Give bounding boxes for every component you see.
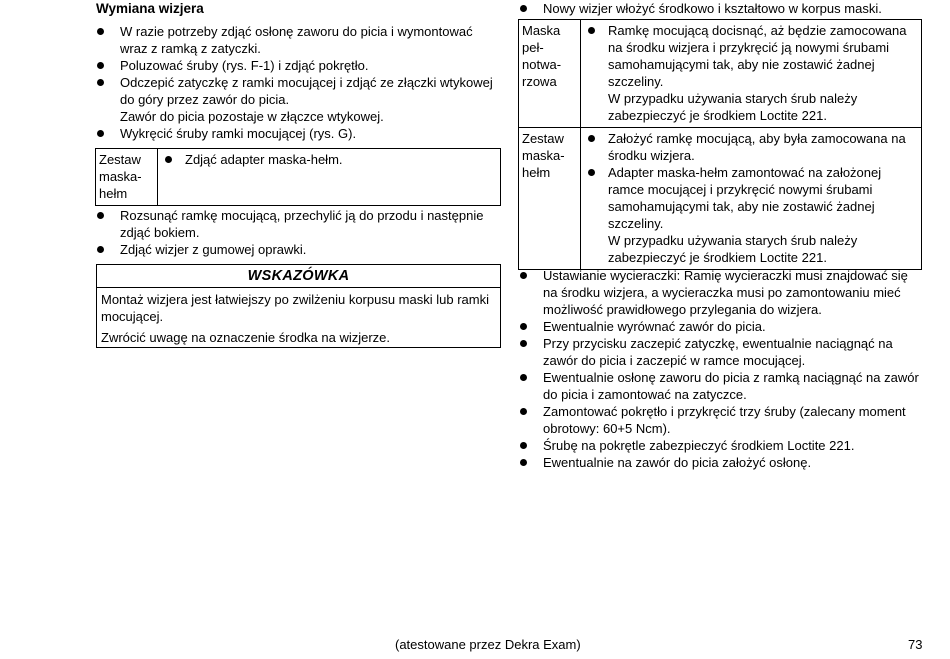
list-item: Ramkę mocującą docisnąć, aż będzie zamocowana na środku wizjera i przykręcić ją nowymi śrubami samohamującymi tak, aby nie zostawić żadnej szczeliny. W przypadku używania starych śrub należy zabezpieczyć je środkiem Loctite 221. xyxy=(584,22,918,124)
list-item: Zdjąć wizjer z gumowej oprawki. xyxy=(96,241,506,258)
table-row xyxy=(96,149,501,206)
page-number: 73 xyxy=(908,637,923,652)
list-item: Zdjąć adapter maska-hełm. xyxy=(161,151,497,168)
variant-label: Zestaw maska- hełm xyxy=(519,128,581,270)
steps-list-bottom xyxy=(96,207,506,258)
list-item: Adapter maska-hełm zamontować na założonej ramce mocującej i przykręcić nowymi śrubami samohamującymi tak, aby nie zostawić żadnej szczeliny. W przypadku używania starych śrub należy zabezpieczyć je środkiem Loctite 221. xyxy=(584,164,918,266)
list-item: Wykręcić śruby ramki mocującej (rys. G). xyxy=(96,125,506,142)
list-item: Przy przycisku zaczepić zatyczkę, ewentualnie naciągnąć na zawór do picia i zaczepić w ramce mocującej. xyxy=(519,335,929,369)
variant-label: Zestaw maska- hełm xyxy=(96,149,158,206)
variant-table-right xyxy=(518,19,922,270)
hint-heading: WSKAZÓWKA xyxy=(97,265,500,288)
list-item: Nowy wizjer włożyć środkowo i kształtowo w korpus maski. xyxy=(519,0,929,17)
table-row xyxy=(519,128,922,270)
list-item: Poluzować śruby (rys. F-1) i zdjąć pokrętło. xyxy=(96,57,506,74)
list-item: Ustawianie wycieraczki: Ramię wycieraczki musi znajdować się na środku wizjera, a wycieraczka musi po zamontowaniu mieć możliwość prawidłowego przylegania do wizjera. xyxy=(519,267,929,318)
variant-content xyxy=(581,128,922,270)
variant-label: Maska peł- notwa- rzowa xyxy=(519,20,581,128)
footer-note: (atestowane przez Dekra Exam) xyxy=(395,637,581,652)
hint-paragraph: Zwrócić uwagę na oznaczenie środka na wizjerze. xyxy=(101,330,391,345)
list-item: W razie potrzeby zdjąć osłonę zaworu do picia i wymontować wraz z ramką z zatyczki. xyxy=(96,23,506,57)
variant-content xyxy=(158,149,501,206)
list-item: Rozsunąć ramkę mocującą, przechylić ją do przodu i następnie zdjąć bokiem. xyxy=(96,207,506,241)
hint-box xyxy=(96,264,501,348)
variant-content xyxy=(581,20,922,128)
list-item: Ewentualnie osłonę zaworu do picia z ramką naciągnąć na zawór do picia i zamontować na zatyczce. xyxy=(519,369,929,403)
list-item: Śrubę na pokrętle zabezpieczyć środkiem Loctite 221. xyxy=(519,437,929,454)
list-item: Założyć ramkę mocującą, aby była zamocowana na środku wizjera. xyxy=(584,130,918,164)
list-item: Ewentualnie wyrównać zawór do picia. xyxy=(519,318,929,335)
variant-table-left xyxy=(95,148,501,206)
steps-list-top xyxy=(96,23,506,142)
table-row xyxy=(519,20,922,128)
list-item: Zamontować pokrętło i przykręcić trzy śruby (zalecany moment obrotowy: 60+5 Ncm). xyxy=(519,403,929,437)
list-item: Odczepić zatyczkę z ramki mocującej i zdjąć ze złączki wtykowej do góry przez zawór do picia. Zawór do picia pozostaje w złączce wtykowej. xyxy=(96,74,506,125)
steps-list-right xyxy=(519,267,929,471)
hint-body xyxy=(97,288,500,354)
steps-list-right-first xyxy=(519,0,929,17)
list-item: Ewentualnie na zawór do picia założyć osłonę. xyxy=(519,454,929,471)
section-title: Wymiana wizjera xyxy=(96,1,204,16)
hint-paragraph: Montaż wizjera jest łatwiejszy po zwilżeniu korpusu maski lub ramki mocującej. xyxy=(101,292,489,324)
